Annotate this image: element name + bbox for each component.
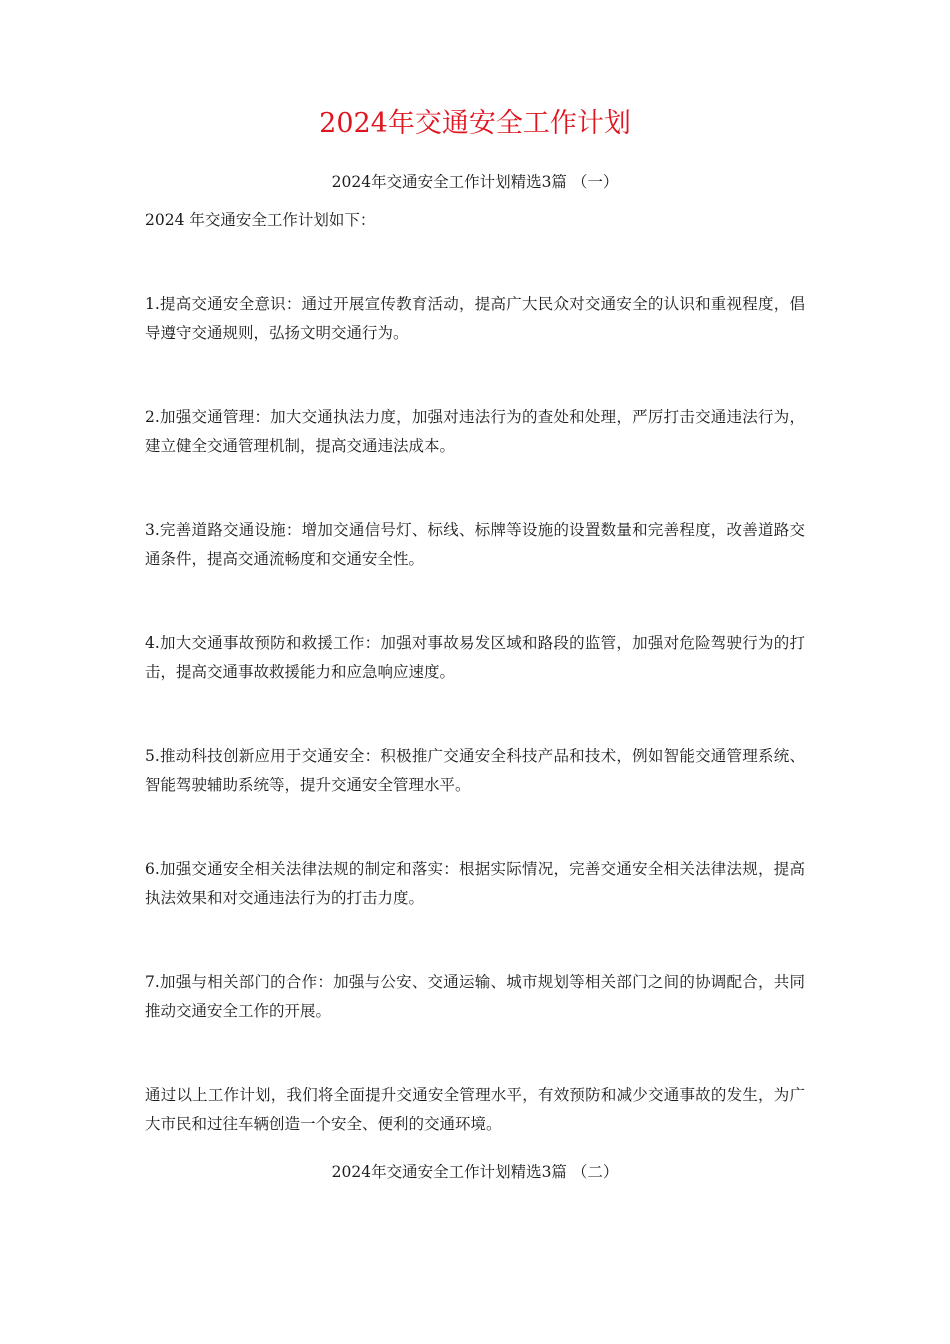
plan-item-2: 2.加强交通管理：加大交通执法力度，加强对违法行为的查处和处理，严厉打击交通违法行为，建立健全交通管理机制，提高交通违法成本。 <box>145 408 805 455</box>
plan-item-6: 6.加强交通安全相关法律法规的制定和落实：根据实际情况，完善交通安全相关法律法规，提高执法效果和对交通违法行为的打击力度。 <box>145 860 805 907</box>
plan-item-7: 7.加强与相关部门的合作：加强与公安、交通运输、城市规划等相关部门之间的协调配合，共同推动交通安全工作的开展。 <box>145 973 805 1020</box>
plan-item-1: 1.提高交通安全意识：通过开展宣传教育活动，提高广大民众对交通安全的认识和重视程度，倡导遵守交通规则，弘扬文明交通行为。 <box>145 295 805 342</box>
intro-text: 2024 年交通安全工作计划如下： <box>145 211 376 229</box>
document-title: 2024年交通安全工作计划 <box>319 108 631 139</box>
plan-item-5: 5.推动科技创新应用于交通安全：积极推广交通安全科技产品和技术，例如智能交通管理系统、智能驾驶辅助系统等，提升交通安全管理水平。 <box>145 747 805 794</box>
plan-item-3: 3.完善道路交通设施：增加交通信号灯、标线、标牌等设施的设置数量和完善程度，改善道路交通条件，提高交通流畅度和交通安全性。 <box>145 521 805 568</box>
plan-item-4: 4.加大交通事故预防和救援工作：加强对事故易发区域和路段的监管，加强对危险驾驶行为的打击，提高交通事故救援能力和应急响应速度。 <box>145 634 805 681</box>
section-heading-1: 2024年交通安全工作计划精选3篇 （一） <box>331 173 619 191</box>
section-heading-2: 2024年交通安全工作计划精选3篇 （二） <box>331 1163 619 1181</box>
conclusion-text: 通过以上工作计划，我们将全面提升交通安全管理水平，有效预防和减少交通事故的发生，为广大市民和过往车辆创造一个安全、便利的交通环境。 <box>145 1086 805 1133</box>
